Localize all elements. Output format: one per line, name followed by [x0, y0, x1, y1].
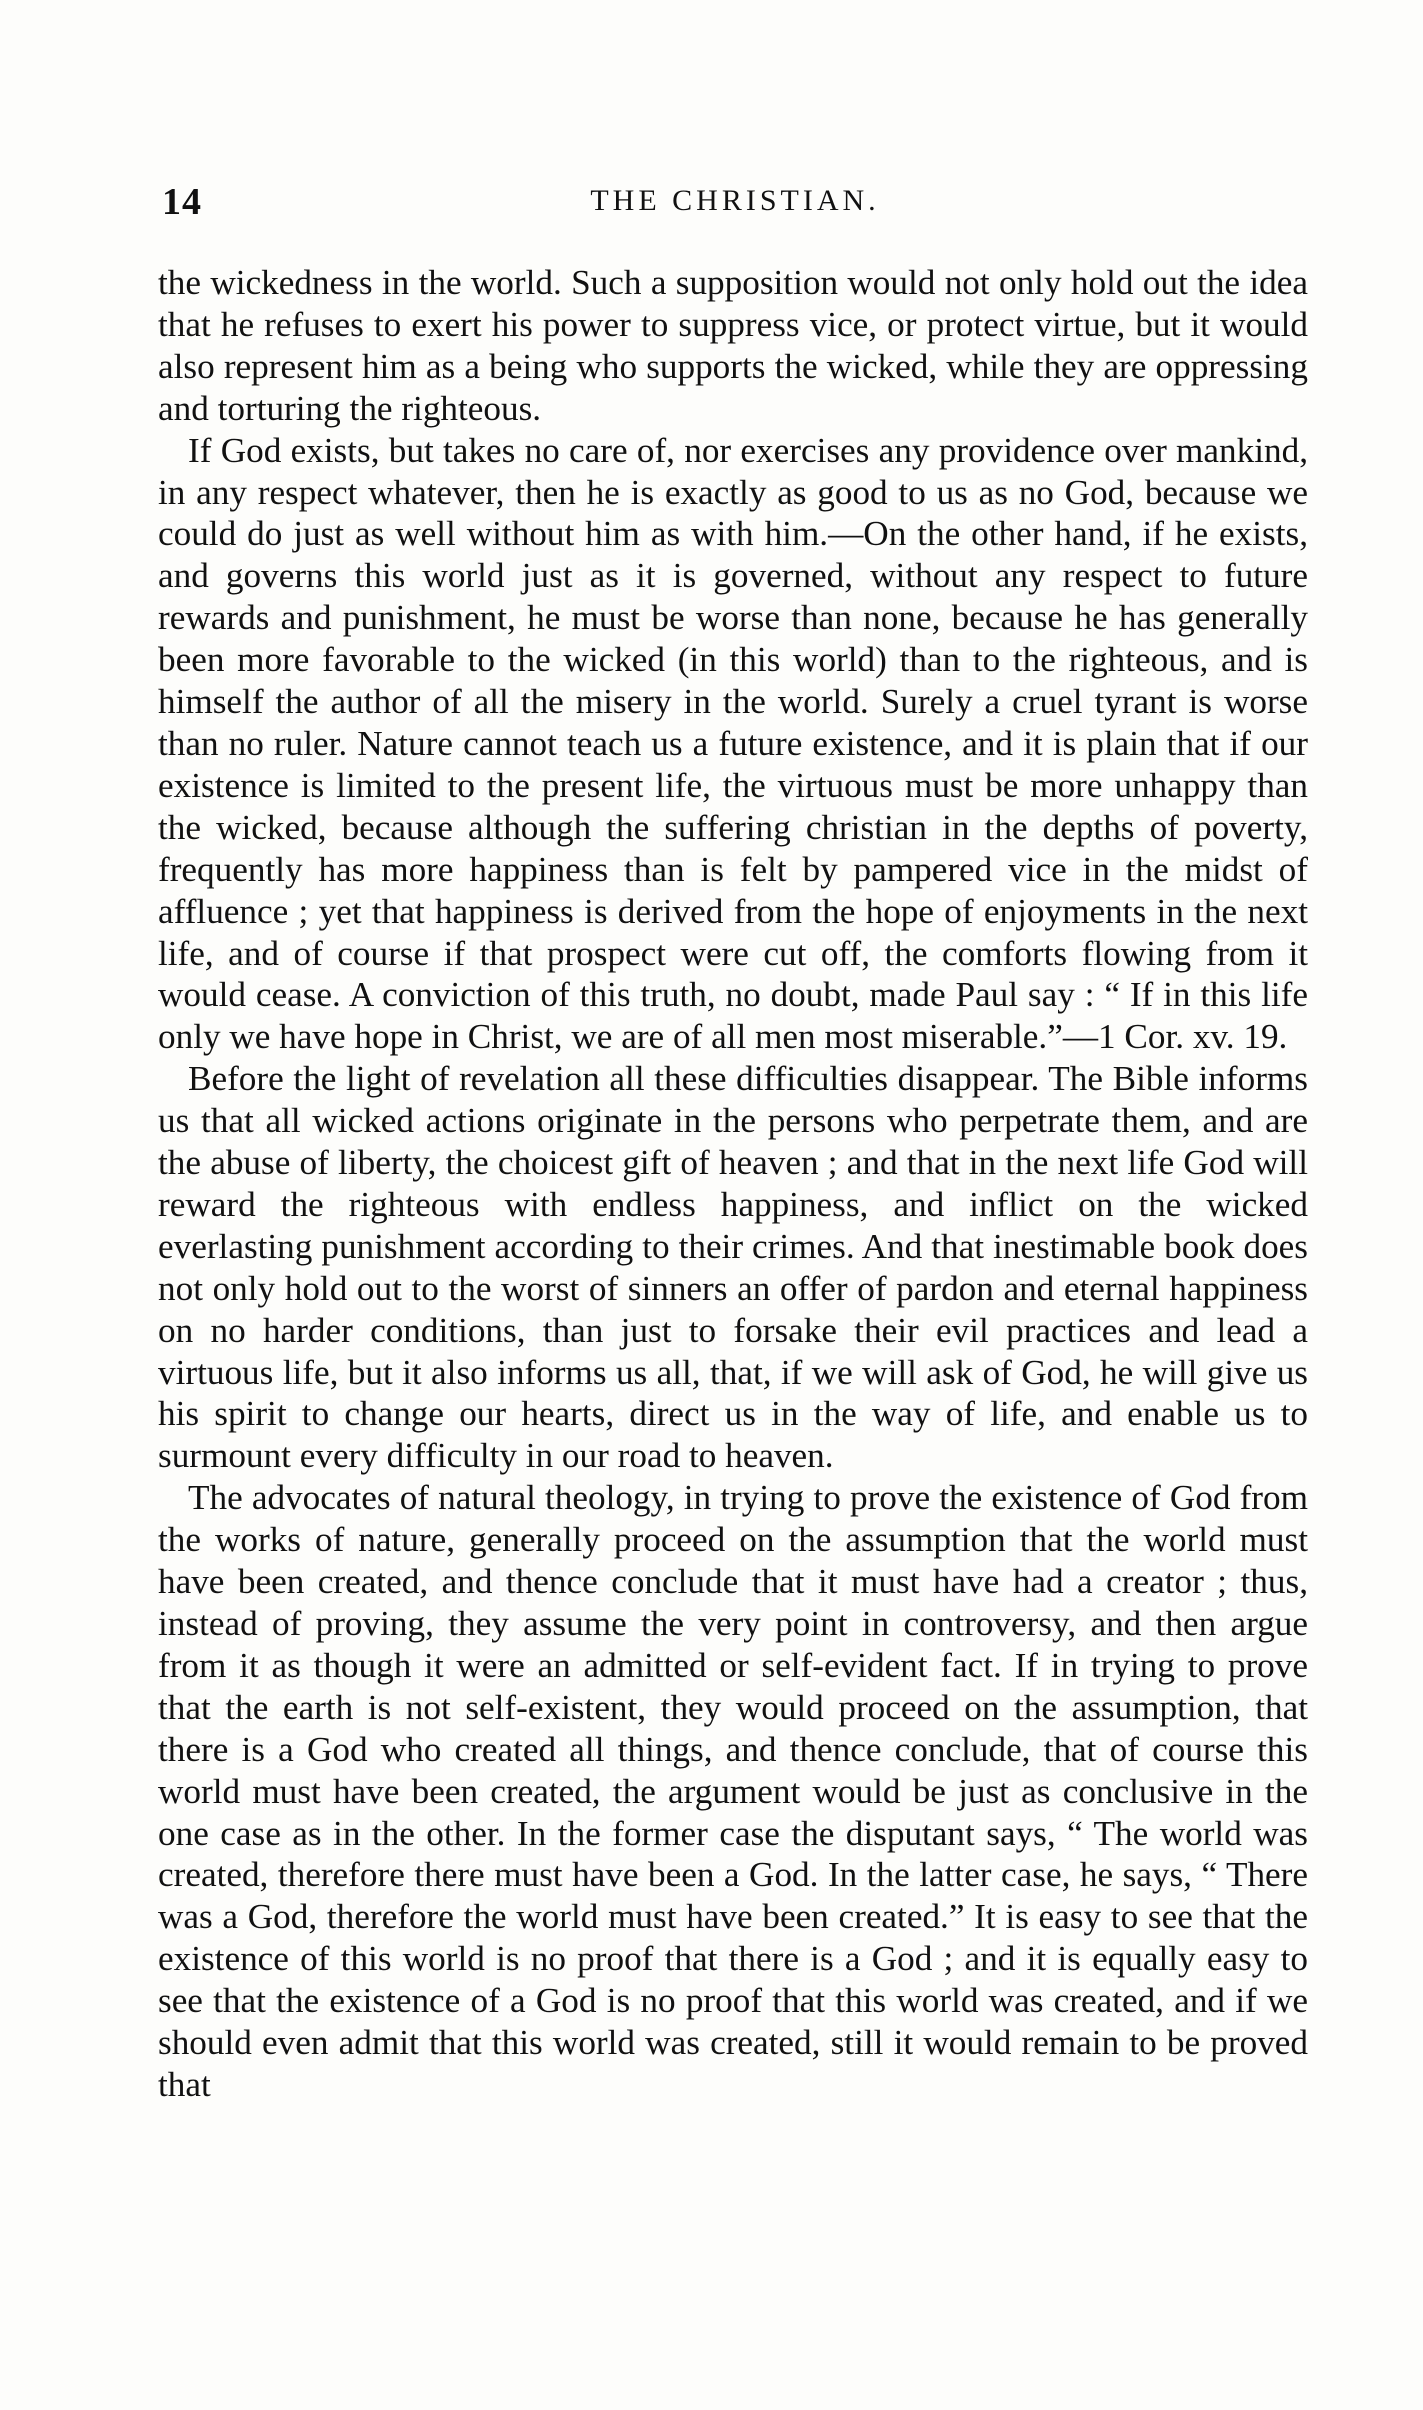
page-header	[160, 180, 1310, 230]
page-number: 14	[162, 181, 202, 223]
paragraph: Before the light of revelation all these difficulties disappear. The Bible informs us that all wicked actions originate in the persons who perpetrate them, and are the abuse of liberty, the choicest gift of heaven ; and that in the next life God will reward the righteous with endless happiness, and inflict on the wicked everlasting punishment according to their crimes. And that inestimable book does not only hold out to the worst of sinners an offer of pardon and eternal happiness on no harder conditions, than just to forsake their evil practices and lead a virtuous life, but it also informs us all, that, if we will ask of God, he will give us his spirit to change our hearts, direct us in the way of life, and enable us to surmount every difficulty in our road to heaven.	[158, 1059, 1308, 1476]
paragraph: If God exists, but takes no care of, nor exercises any providence over mankind, in any respect whatever, then he is exactly as good to us as no God, because we could do just as well without him as with him.—On the other hand, if he exists, and governs this world just as it is governed, without any respect to future rewards and punishment, he must be worse than none, because he has generally been more favorable to the wicked (in this world) than to the righteous, and is himself the author of all the misery in the world. Surely a cruel tyrant is worse than no ruler. Nature cannot teach us a future existence, and it is plain that if our existence is limited to the present life, the virtuous must be more unhappy than the wicked, because although the suffering christian in the depths of poverty, frequently has more happiness than is felt by pampered vice in the midst of affluence ; yet that happiness is derived from the hope of enjoyments in the next life, and of course if that prospect were cut off, the comforts flowing from it would cease. A conviction of this truth, no doubt, made Paul say : “ If in this life only we have hope in Christ, we are of all men most miserable.”—1 Cor. xv. 19.	[158, 430, 1308, 1057]
paragraph: The advocates of natural theology, in trying to prove the existence of God from the works of nature, generally proceed on the assumption that the world must have been created, and thence conclude that it must have had a creator ; thus, instead of proving, they assume the very point in controversy, and then argue from it as though it were an admitted or self-evident fact. If in trying to prove that the earth is not self-existent, they would proceed on the assumption, that there is a God who created all things, and thence conclude, that of course this world must have been created, the argument would be just as conclusive in the one case as in the other. In the former case the disputant says, “ The world was created, therefore there must have been a God. In the latter case, he says, “ There was a God, therefore the world must have been created.” It is easy to see that the existence of this world is no proof that there is a God ; and it is equally easy to see that the existence of a God is no proof that this world was created, and if we should even admit that this world was created, still it would remain to be proved that	[158, 1478, 1308, 2104]
body-text	[158, 262, 1308, 2106]
running-title: THE CHRISTIAN.	[590, 184, 880, 217]
paragraph: the wickedness in the world. Such a supposition would not only hold out the idea that he refuses to exert his power to suppress vice, or protect virtue, but it would also represent him as a being who supports the wicked, while they are oppressing and torturing the righteous.	[158, 263, 1308, 428]
